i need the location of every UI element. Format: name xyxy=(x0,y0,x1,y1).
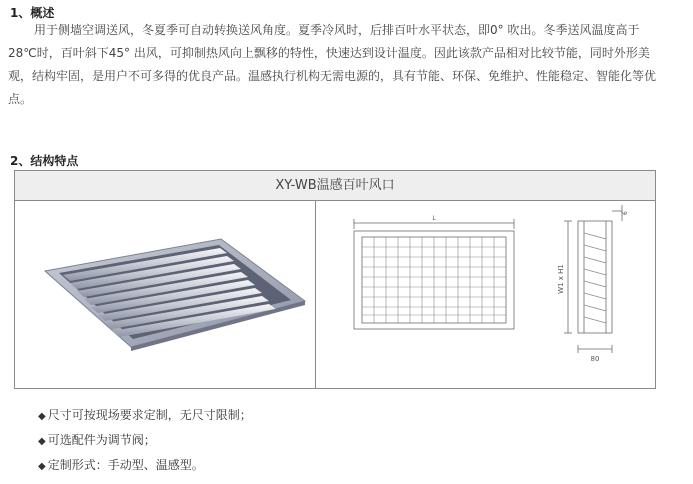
dim-depth-label: 80 xyxy=(590,355,600,363)
product-photo xyxy=(15,201,315,388)
bullet-text: 尺寸可按现场要求定制，无尺寸限制； xyxy=(47,408,252,422)
dim-wh-label: W1 x H1 xyxy=(557,264,565,294)
section2-heading: 2、结构特点 xyxy=(10,154,79,168)
diamond-bullet-icon: ◆ xyxy=(38,411,46,422)
list-item xyxy=(38,428,252,453)
overview-paragraph: 用于侧墙空调送风，冬夏季可自动转换送风角度。夏季冷风时，后排百叶水平状态，即0° 吹出。冬季送风温度高于28℃时，百叶斜下45° 出风，可抑制热风向上飘移的特性，快速达到设计温度。因此该款产品相对比较节能，同时外形美观，结构牢固，是用户不可多得的优良产品。温感执行机构无需电源的，具有节能、环保、免维护、性能稳定、智能化等优点。 xyxy=(8,23,657,106)
section1-heading: 1、概述 xyxy=(10,6,55,20)
dim-l-label: L xyxy=(432,215,436,222)
side-view-frame xyxy=(578,221,612,333)
feature-list xyxy=(38,403,252,478)
bullet-text: 可选配件为调节阀； xyxy=(47,433,156,447)
side-view-blades xyxy=(584,233,606,323)
list-item xyxy=(38,453,252,478)
diamond-bullet-icon: ◆ xyxy=(38,461,46,472)
product-table-title: XY-WB温感百叶风口 xyxy=(15,171,655,201)
diamond-bullet-icon: ◆ xyxy=(38,436,46,447)
bullet-text: 定制形式：手动型、温感型。 xyxy=(47,458,204,472)
technical-drawing xyxy=(316,201,655,388)
dim-6-label: 6 xyxy=(622,211,629,215)
product-table xyxy=(14,170,656,389)
list-item xyxy=(38,403,252,428)
front-view-grid xyxy=(362,237,506,323)
